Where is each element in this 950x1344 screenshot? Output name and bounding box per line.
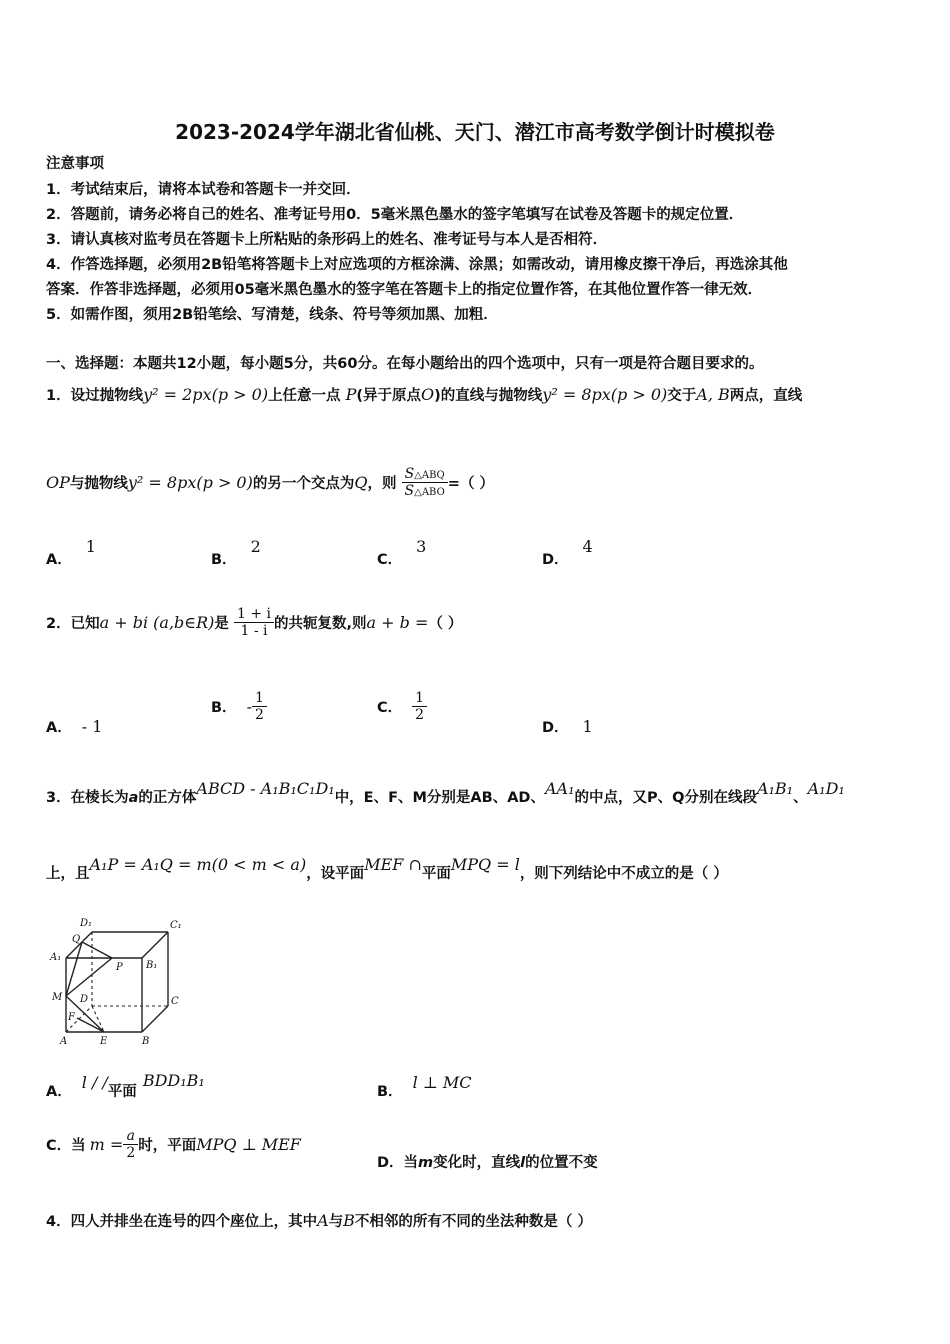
q1-text: 两点，直线 <box>729 388 803 404</box>
option-text: 变化时，直线 <box>433 1155 521 1171</box>
option-text: 的位置不变 <box>525 1155 598 1171</box>
q2-option-d[interactable] <box>542 716 593 737</box>
option-text: 平面 <box>107 1084 137 1100</box>
option-label: C．当 <box>46 1138 86 1154</box>
q2-text: 是 <box>214 616 229 632</box>
q1-math: P <box>345 385 357 404</box>
q2-text: 的共轭复数,则 <box>273 616 367 632</box>
question-1-line-1 <box>46 384 802 405</box>
option-value: 3 <box>416 537 427 556</box>
option-value: 1 <box>582 717 593 736</box>
figure-label: M <box>52 992 63 1003</box>
q1-text: 上任意一点 <box>268 388 341 404</box>
option-label: D．当 <box>377 1155 419 1171</box>
q2-number: 2．已知 <box>46 616 100 632</box>
q1-math: y² = 8px(p > 0) <box>127 473 253 492</box>
figure-label: B₁ <box>146 960 158 971</box>
cube-figure <box>44 912 194 1048</box>
q3-text: 中，E、F、M分别是AB、AD、 <box>334 790 545 806</box>
figure-label: F <box>68 1012 75 1023</box>
question-2 <box>46 606 462 639</box>
q1-math: Q <box>354 473 368 492</box>
option-frac-num: 1 <box>412 690 427 707</box>
option-label: D． <box>542 552 569 568</box>
q3-var: a <box>128 790 139 806</box>
q3-text: 平面 <box>421 866 451 882</box>
q1-math: OP <box>46 473 70 492</box>
notice-item: 5．如需作图，须用2B铅笔绘、写清楚，线条、符号等须加黑、加粗． <box>46 307 498 323</box>
figure-label: A₁ <box>50 952 62 963</box>
option-math: l / / <box>81 1073 108 1092</box>
figure-label: P <box>116 962 123 973</box>
q1-frac-den-sub: △ABO <box>414 487 445 498</box>
q1-text: (异于原点 <box>356 388 422 404</box>
figure-label: C₁ <box>170 920 182 931</box>
question-3-line-2 <box>46 855 728 883</box>
question-1-line-2 <box>46 466 494 499</box>
figure-label: Q <box>72 934 81 945</box>
option-fraction <box>252 690 267 723</box>
q1-math: y² = 8px(p > 0) <box>542 385 668 404</box>
q2-frac-den: 1 - i <box>240 623 268 639</box>
option-math: l ⊥ MC <box>412 1073 472 1092</box>
q3-text: 、 <box>793 790 808 806</box>
q3-math: MPQ = l <box>450 855 520 874</box>
option-fraction <box>412 690 427 723</box>
q1-text: )的直线与抛物线 <box>434 388 543 404</box>
option-text: 时，平面 <box>138 1138 197 1154</box>
q1-option-b[interactable] <box>211 537 261 569</box>
q3-text: 3．在棱长为 <box>46 790 129 806</box>
q3-math: AA₁ <box>544 779 575 798</box>
option-frac-den: 2 <box>415 707 425 723</box>
figure-label: D₁ <box>80 918 93 929</box>
notice-item: 1．考试结束后，请将本试卷和答题卡一并交回． <box>46 182 361 198</box>
option-value: 2 <box>250 537 261 556</box>
q1-text: ，则 <box>367 476 397 492</box>
notice-item: 4．作答选择题，必须用2B铅笔将答题卡上对应选项的方框涂满、涂黑；如需改动，请用橡皮擦干净后，再选涂其他 <box>46 257 788 273</box>
q3-text: ，则下列结论中不成立的是（ ） <box>519 866 728 882</box>
notice-item: 2．答题前，请务必将自己的姓名、准考证号用0．5毫米黑色墨水的签字笔填写在试卷及答题卡的规定位置． <box>46 207 744 223</box>
option-math: MPQ ⊥ MEF <box>196 1135 301 1154</box>
figure-label: C <box>171 996 179 1007</box>
option-label: A． <box>46 1084 72 1100</box>
q2-option-c[interactable] <box>377 690 427 723</box>
q4-text: 与 <box>328 1214 344 1230</box>
q3-option-c[interactable] <box>46 1128 301 1161</box>
option-label: C． <box>377 700 403 716</box>
notice-item: 答案．作答非选择题，必须用05毫米黑色墨水的签字笔在答题卡上的指定位置作答，在其他位置作答一律无效． <box>46 282 763 298</box>
figure-label: D <box>80 994 89 1005</box>
page-title: 2023-2024学年湖北省仙桃、天门、潜江市高考数学倒计时模拟卷 <box>175 120 775 144</box>
q3-math: A₁P = A₁Q = m(0 < m < a) <box>89 855 307 874</box>
option-frac-num: a <box>123 1128 138 1145</box>
option-label: C． <box>377 552 403 568</box>
option-math: m = <box>89 1135 124 1154</box>
question-4 <box>46 1210 592 1231</box>
q3-text: 上，且 <box>46 866 90 882</box>
q1-option-c[interactable] <box>377 537 427 569</box>
q1-option-d[interactable] <box>542 537 593 569</box>
q2-fraction <box>234 606 274 639</box>
q1-frac-num-sub: △ABQ <box>414 470 445 481</box>
q1-math: O <box>421 385 435 404</box>
q1-ratio-fraction <box>402 466 448 499</box>
q4-math: B <box>343 1211 355 1230</box>
q2-option-b[interactable] <box>211 690 267 723</box>
option-frac-den: 2 <box>126 1145 136 1161</box>
option-var: m <box>418 1155 434 1171</box>
q1-text: 与抛物线 <box>69 476 128 492</box>
option-label: D． <box>542 720 569 736</box>
q3-option-a[interactable] <box>46 1071 205 1101</box>
option-value: - 1 <box>81 717 103 736</box>
option-label: A． <box>46 552 72 568</box>
figure-label: E <box>100 1036 108 1047</box>
q2-text: （ ） <box>428 616 463 632</box>
q1-frac-num: S <box>404 466 415 482</box>
q3-math: MEF ∩ <box>364 855 422 874</box>
figure-label: B <box>142 1036 150 1047</box>
q1-math: A, B <box>696 385 730 404</box>
q2-option-a[interactable] <box>46 716 102 737</box>
question-3-line-1 <box>46 779 845 807</box>
q1-option-a[interactable] <box>46 537 96 569</box>
q3-text: ，设平面 <box>306 866 365 882</box>
option-label: B． <box>211 552 237 568</box>
q4-text: 不相邻的所有不同的坐法种数是（ ） <box>354 1214 592 1230</box>
q3-option-b[interactable] <box>377 1073 472 1101</box>
q2-math: a + b = <box>366 613 429 632</box>
q2-frac-num: 1 + i <box>234 606 274 623</box>
option-label: B． <box>211 700 237 716</box>
q4-math: A <box>317 1211 329 1230</box>
option-value: 1 <box>85 537 96 556</box>
q4-text: 4．四人并排坐在连号的四个座位上，其中 <box>46 1214 318 1230</box>
q3-math: A₁D₁ <box>807 779 845 798</box>
q3-option-d[interactable] <box>377 1151 598 1172</box>
section-heading: 一、选择题：本题共12小题，每小题5分，共60分。在每小题给出的四个选项中，只有一项是符合题目要求的。 <box>46 356 764 372</box>
q3-math: A₁B₁ <box>756 779 794 798</box>
notice-item: 3．请认真核对监考员在答题卡上所粘贴的条形码上的姓名、准考证号与本人是否相符． <box>46 232 608 248</box>
q3-math: ABCD - A₁B₁C₁D₁ <box>196 779 335 798</box>
notice-heading: 注意事项 <box>46 156 104 172</box>
q1-frac-den: S <box>404 483 415 499</box>
q2-math: a + bi (a,b∈R) <box>99 613 215 632</box>
q1-text: =（ ） <box>447 476 494 492</box>
option-prefix: - <box>246 697 252 716</box>
option-label: B． <box>377 1084 403 1100</box>
q1-text: 的另一个交点为 <box>252 476 355 492</box>
q1-text: 交于 <box>667 388 697 404</box>
option-math: BDD₁B₁ <box>142 1071 205 1090</box>
option-frac-den: 2 <box>254 707 264 723</box>
option-label: A． <box>46 720 72 736</box>
figure-label: A <box>60 1036 68 1047</box>
q3-text: 的正方体 <box>138 790 197 806</box>
q1-number: 1．设过抛物线 <box>46 388 144 404</box>
option-fraction <box>123 1128 138 1161</box>
q1-math: y² = 2px(p > 0) <box>143 385 269 404</box>
option-var: l <box>520 1155 526 1171</box>
option-frac-num: 1 <box>252 690 267 707</box>
q3-text: 的中点，又P、Q分别在线段 <box>574 790 757 806</box>
option-value: 4 <box>582 537 593 556</box>
